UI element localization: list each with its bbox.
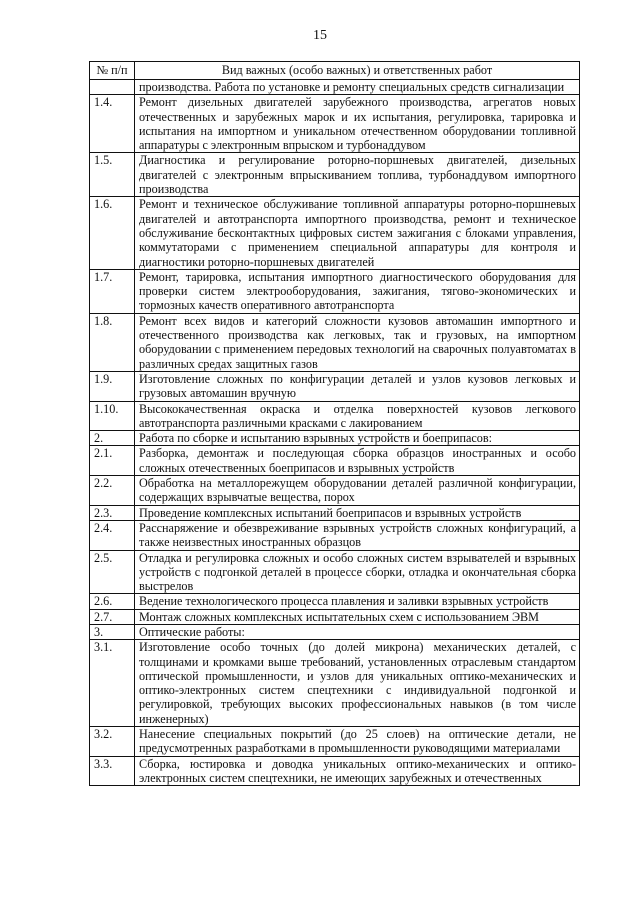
table-row [90, 313, 580, 371]
row-number: 2.2. [90, 476, 135, 506]
row-number: 2.5. [90, 550, 135, 594]
header-num: № п/п [90, 62, 135, 80]
row-work-description: Оптические работы: [135, 624, 580, 639]
row-number: 1.10. [90, 401, 135, 431]
table-row [90, 756, 580, 786]
row-work-description: Ведение технологического процесса плавления и заливки взрывных устройств [135, 594, 580, 609]
row-number: 1.8. [90, 313, 135, 371]
table-row [90, 727, 580, 757]
header-work-type: Вид важных (особо важных) и ответственных работ [135, 62, 580, 80]
row-number: 1.6. [90, 197, 135, 269]
row-work-description: Проведение комплексных испытаний боеприпасов и взрывных устройств [135, 505, 580, 520]
row-work-description: Ремонт дизельных двигателей зарубежного производства, агрегатов новых отечественных и зарубежных марок и их испытания, регулировка, тарировка и испытания на импортном и уникальном отечественном оборудовании топливной аппаратуры с электронным впрыском и турбонаддувом [135, 95, 580, 153]
row-number: 1.4. [90, 95, 135, 153]
row-number: 3.3. [90, 756, 135, 786]
row-work-description: Сборка, юстировка и доводка уникальных оптико-механических и оптико-электронных систем спецтехники, не имеющих зарубежных и отечественных [135, 756, 580, 786]
row-work-description: Высококачественная окраска и отделка поверхностей кузовов легкового автотранспорта различными красками с лакированием [135, 401, 580, 431]
table-row [90, 446, 580, 476]
table-row [90, 95, 580, 153]
row-work-description: Разборка, демонтаж и последующая сборка образцов иностранных и особо сложных отечественных боеприпасов и взрывных устройств [135, 446, 580, 476]
row-work-description: Работа по сборке и испытанию взрывных устройств и боеприпасов: [135, 431, 580, 446]
table-row [90, 371, 580, 401]
page-number: 15 [313, 28, 327, 43]
table-header-row [90, 62, 580, 80]
row-work-description: производства. Работа по установке и ремонту специальных средств сигнализации [135, 80, 580, 95]
table-row [90, 401, 580, 431]
row-work-description: Изготовление сложных по конфигурации деталей и узлов кузовов легковых и грузовых автомашин вручную [135, 371, 580, 401]
table-row [90, 609, 580, 624]
row-work-description: Ремонт всех видов и категорий сложности кузовов автомашин импортного и отечественного производства как легковых, так и грузовых, на импортном оборудовании с применением передовых технологий на сварочных полуавтоматах в различных средах защитных газов [135, 313, 580, 371]
row-number: 1.9. [90, 371, 135, 401]
row-work-description: Изготовление особо точных (до долей микрона) механических деталей, с толщинами и кромками выше требований, установленных отраслевым стандартом оптической промышленности, и узлов для уникальных оптико-механических и оптико-электронных систем спецтехники с индивидуальной подгонкой и регулировкой, требующих высоких профессиональных навыков (в том числе инженерных) [135, 640, 580, 727]
table-row [90, 505, 580, 520]
row-work-description: Обработка на металлорежущем оборудовании деталей различной конфигурации, содержащих взрывчатые вещества, порох [135, 476, 580, 506]
table-row [90, 269, 580, 313]
table-row [90, 550, 580, 594]
row-number: 2.4. [90, 520, 135, 550]
row-work-description: Диагностика и регулирование роторно-поршневых двигателей, дизельных двигателей с электронным впрыскиванием топлива, турбонаддувом импортного производства [135, 153, 580, 197]
table-row [90, 431, 580, 446]
row-work-description: Ремонт и техническое обслуживание топливной аппаратуры роторно-поршневых двигателей и автотранспорта импортного производства, ремонт и техническое обслуживание бесконтактных цифровых систем зажигания с блоками управления, коммутаторами с применением специальной аппаратуры для контроля и диагностики роторно-поршневых двигателей [135, 197, 580, 269]
row-number: 1.7. [90, 269, 135, 313]
row-work-description: Монтаж сложных комплексных испытательных схем с использованием ЭВМ [135, 609, 580, 624]
row-number: 2.7. [90, 609, 135, 624]
row-number: 2.1. [90, 446, 135, 476]
row-number: 3.1. [90, 640, 135, 727]
row-number: 1.5. [90, 153, 135, 197]
table-row [90, 80, 580, 95]
table-row [90, 153, 580, 197]
row-work-description: Расснаряжение и обезвреживание взрывных устройств сложных конфигураций, а также неизвестных иностранных образцов [135, 520, 580, 550]
row-number: 2.3. [90, 505, 135, 520]
table-row [90, 640, 580, 727]
table-row [90, 476, 580, 506]
works-table [89, 61, 580, 786]
table-row [90, 520, 580, 550]
row-work-description: Отладка и регулировка сложных и особо сложных систем взрывателей и взрывных устройств с подгонкой деталей в процессе сборки, отладка и окончательная сборка выстрелов [135, 550, 580, 594]
row-number: 2.6. [90, 594, 135, 609]
row-number: 3.2. [90, 727, 135, 757]
row-number [90, 80, 135, 95]
row-work-description: Ремонт, тарировка, испытания импортного диагностического оборудования для проверки систем электрооборудования, зажигания, тягово-экономических и тормозных качеств оперативного автотранспорта [135, 269, 580, 313]
row-work-description: Нанесение специальных покрытий (до 25 слоев) на оптические детали, не предусмотренных разработками в промышленности руководящими материалами [135, 727, 580, 757]
row-number: 3. [90, 624, 135, 639]
table-row [90, 197, 580, 269]
table-row [90, 624, 580, 639]
row-number: 2. [90, 431, 135, 446]
table-row [90, 594, 580, 609]
